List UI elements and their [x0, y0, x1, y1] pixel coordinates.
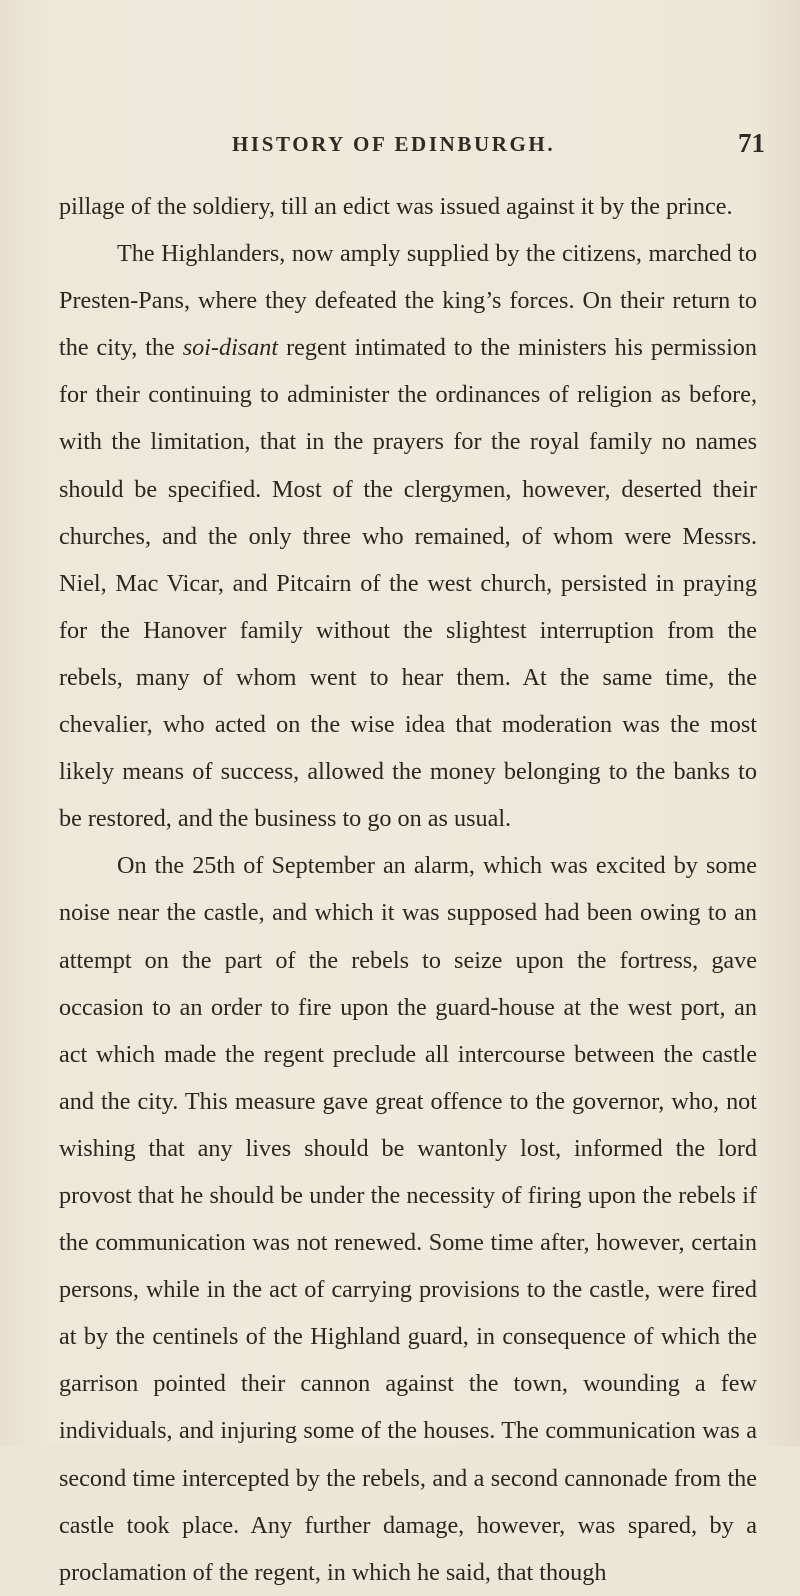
paragraph-2-before: The Highlanders, now amply supplied by the citizens, marched to Presten-Pans, where they defeated the king’s forces. On their return to the city, the: [59, 240, 757, 362]
page-number: 71: [738, 128, 765, 158]
paragraph-2-after: regent intimated to the ministers his permission for their continuing to administer the ordinances of religion as before, with the limitation, that in the prayers for the royal family no names should be specified. Most of the clergymen, however, deserted their churches, and the only three who remained, of whom were Messrs. Niel, Mac Vicar, and Pitcairn of the west church, persisted in praying for the Hanover family without the slightest interruption from the rebels, many of whom went to hear them. At the same time, the chevalier, who acted on the wise idea that moderation was the most likely means of success, allowed the money belonging to the banks to be restored, and the business to go on as usual.: [59, 334, 757, 833]
paragraph-2-emphasis: soi-disant: [182, 334, 279, 362]
paragraph-1: pillage of the soldiery, till an edict was issued against it by the prince.: [59, 193, 733, 220]
paragraph-3: On the 25th of September an alarm, which was excited by some noise near the castle, and which it was supposed had been owing to an attempt on the part of the rebels to seize upon the fortress, gave occasion to an order to fire upon the guard-house at the west port, an act which made the regent preclude all intercourse between the castle and the city. This measure gave great offence to the governor, who, not wishing that any lives should be wantonly lost, informed the lord provost that he should be under the necessity of firing upon the rebels if the communication was not renewed. Some time after, however, certain persons, while in the act of carrying provisions to the castle, were fired at by the centinels of the Highland guard, in consequence of which the garrison pointed their cannon against the town, wounding a few individuals, and injuring some of the houses. The communication was a second time intercepted by the rebels, and a second cannonade from the castle took place. Any further damage, however, was spared, by a proclamation of the regent, in which he said, that though: [59, 852, 757, 1586]
running-head: [0, 128, 800, 162]
body-text: [59, 183, 757, 1596]
running-head-title: HISTORY OF EDINBURGH.: [232, 132, 556, 156]
paragraph-2: [59, 230, 757, 842]
